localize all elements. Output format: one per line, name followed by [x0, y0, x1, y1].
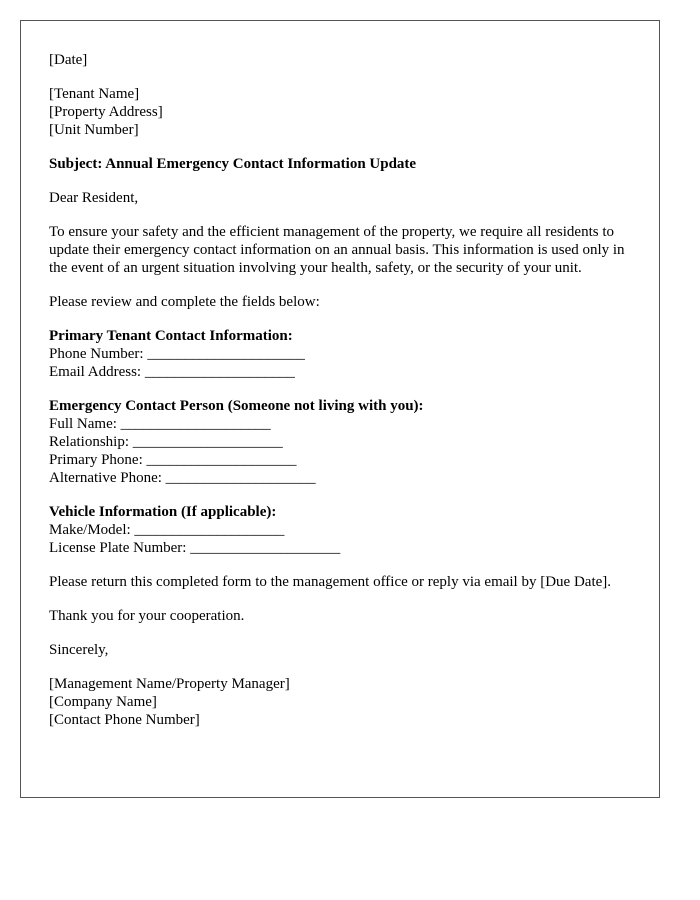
instruction-line: Please review and complete the fields below:: [49, 294, 320, 310]
letter-page: [20, 20, 660, 798]
email-address-field: Email Address: ____________________: [49, 364, 295, 380]
phone-number-field: Phone Number: _____________________: [49, 346, 305, 362]
unit-number: [Unit Number]: [49, 122, 139, 138]
salutation: Dear Resident,: [49, 190, 139, 206]
letter-body: [49, 51, 637, 729]
emergency-contact-section: [49, 397, 637, 487]
full-name-field: Full Name: ____________________: [49, 416, 271, 432]
license-plate-field: License Plate Number: ____________________: [49, 540, 341, 556]
primary-contact-section: [49, 327, 637, 381]
alternative-phone-field: Alternative Phone: ____________________: [49, 470, 316, 486]
subject-line: Subject: Annual Emergency Contact Information Update: [49, 156, 417, 172]
return-paragraph: Please return this completed form to the management office or reply via email by [Due Date].: [49, 574, 612, 590]
intro-paragraph: To ensure your safety and the efficient management of the property, we require all residents to update their emergency contact information on an annual basis. This information is used only in the event of an urgent situation involving your health, safety, or the security of your unit.: [49, 224, 625, 276]
vehicle-section: [49, 503, 637, 557]
signature-block: [49, 675, 637, 729]
closing-line: Sincerely,: [49, 642, 109, 658]
emergency-contact-heading: Emergency Contact Person (Someone not living with you):: [49, 398, 424, 414]
contact-phone: [Contact Phone Number]: [49, 712, 200, 728]
property-address: [Property Address]: [49, 104, 163, 120]
relationship-field: Relationship: ____________________: [49, 434, 283, 450]
primary-contact-heading: Primary Tenant Contact Information:: [49, 328, 293, 344]
tenant-name: [Tenant Name]: [49, 86, 140, 102]
company-name: [Company Name]: [49, 694, 157, 710]
vehicle-heading: Vehicle Information (If applicable):: [49, 504, 277, 520]
recipient-block: [49, 85, 637, 139]
manager-name: [Management Name/Property Manager]: [49, 676, 290, 692]
make-model-field: Make/Model: ____________________: [49, 522, 285, 538]
thanks-line: Thank you for your cooperation.: [49, 608, 245, 624]
date-line: [Date]: [49, 52, 88, 68]
primary-phone-field: Primary Phone: ____________________: [49, 452, 297, 468]
